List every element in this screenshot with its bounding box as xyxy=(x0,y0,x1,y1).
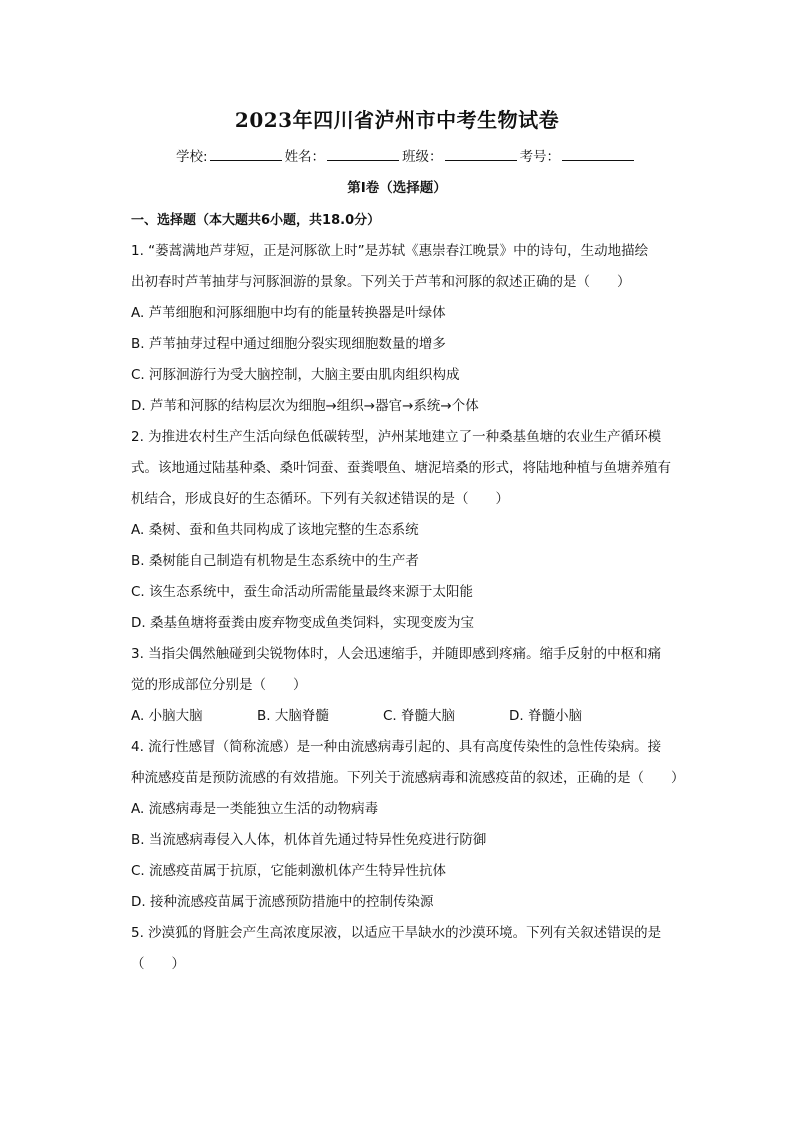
part-heading: 一、选择题（本大题共6小题，共18.0分） xyxy=(131,213,381,228)
question-5-stem-line-1: 5. 沙漠狐的肾脏会产生高浓度尿液，以适应干旱缺水的沙漠环境。下列有关叙述错误的是 xyxy=(131,925,662,941)
question-3-option-a[interactable]: A. 小脑大脑 xyxy=(131,708,203,724)
student-info-line xyxy=(176,145,637,165)
exam-no-label: 考号： xyxy=(519,149,561,165)
question-2-option-d[interactable]: D. 桑基鱼塘将蚕粪由废弃物变成鱼类饲料，实现变废为宝 xyxy=(131,615,474,631)
question-4-option-b[interactable]: B. 当流感病毒侵入人体，机体首先通过特异性免疫进行防御 xyxy=(131,832,487,848)
question-4-stem-line-1: 4. 流行性感冒（简称流感）是一种由流感病毒引起的、具有高度传染性的急性传染病。接 xyxy=(131,739,662,755)
question-3-option-d[interactable]: D. 脊髓小脑 xyxy=(509,708,582,724)
question-1-option-a[interactable]: A. 芦苇细胞和河豚细胞中均有的能量转换器是叶绿体 xyxy=(131,305,446,321)
exam-no-blank[interactable] xyxy=(562,147,634,161)
question-2 xyxy=(131,422,687,639)
question-4 xyxy=(131,732,687,918)
questions-container xyxy=(131,236,687,980)
name-label: 姓名： xyxy=(284,149,326,165)
question-3-stem-line-2: 觉的形成部位分别是（ ） xyxy=(131,677,307,693)
class-label: 班级： xyxy=(402,149,443,165)
question-5 xyxy=(131,918,687,980)
section-title: 第I卷（选择题） xyxy=(347,180,447,196)
question-3-option-b[interactable]: B. 大脑脊髓 xyxy=(257,708,329,724)
question-1-option-d[interactable]: D. 芦苇和河豚的结构层次为细胞→组织→器官→系统→个体 xyxy=(131,398,479,414)
question-4-option-d[interactable]: D. 接种流感疫苗属于流感预防措施中的控制传染源 xyxy=(131,894,434,910)
question-2-option-c[interactable]: C. 该生态系统中，蚕生命活动所需能量最终来源于太阳能 xyxy=(131,584,474,600)
exam-title: 2023年四川省泸州市中考生物试卷 xyxy=(234,108,560,132)
question-2-stem-line-1: 2. 为推进农村生产生活向绿色低碳转型，泸州某地建立了一种桑基鱼塘的农业生产循环模 xyxy=(131,429,662,445)
question-3-option-c[interactable]: C. 脊髓大脑 xyxy=(383,708,456,724)
question-1-option-b[interactable]: B. 芦苇抽芽过程中通过细胞分裂实现细胞数量的增多 xyxy=(131,336,446,352)
question-4-option-a[interactable]: A. 流感病毒是一类能独立生活的动物病毒 xyxy=(131,801,379,817)
question-1-option-c[interactable]: C. 河豚洄游行为受大脑控制，大脑主要由肌肉组织构成 xyxy=(131,367,460,383)
question-4-option-c[interactable]: C. 流感疫苗属于抗原，它能刺激机体产生特异性抗体 xyxy=(131,863,447,879)
school-label: 学校: xyxy=(176,149,208,165)
question-3-options-row xyxy=(131,701,687,732)
class-blank[interactable] xyxy=(445,147,517,161)
question-3-stem-line-1: 3. 当指尖偶然触碰到尖锐物体时，人会迅速缩手，并随即感到疼痛。缩手反射的中枢和痛 xyxy=(131,646,662,662)
question-2-stem-line-3: 机结合，形成良好的生态循环。下列有关叙述错误的是（ ） xyxy=(131,491,509,507)
question-1-stem-line-2: 出初春时芦苇抽芽与河豚洄游的景象。下列关于芦苇和河豚的叙述正确的是（ ） xyxy=(131,274,631,290)
question-2-option-a[interactable]: A. 桑树、蚕和鱼共同构成了该地完整的生态系统 xyxy=(131,522,419,538)
question-2-option-b[interactable]: B. 桑树能自己制造有机物是生态系统中的生产者 xyxy=(131,553,419,569)
question-1 xyxy=(131,236,687,422)
question-2-stem-line-2: 式。该地通过陆基种桑、桑叶饲蚕、蚕粪喂鱼、塘泥培桑的形式，将陆地种植与鱼塘养殖有 xyxy=(131,460,671,476)
question-5-stem-line-2: （ ） xyxy=(131,956,185,972)
question-3 xyxy=(131,639,687,732)
question-4-stem-line-2: 种流感疫苗是预防流感的有效措施。下列关于流感病毒和流感疫苗的叙述，正确的是（ ） xyxy=(131,770,685,786)
school-blank[interactable] xyxy=(210,147,282,161)
name-blank[interactable] xyxy=(327,147,399,161)
question-1-stem-line-1: 1. “蒌蒿满地芦芽短，正是河豚欲上时”是苏轼《惠崇春江晚景》中的诗句，生动地描绘 xyxy=(131,243,649,259)
